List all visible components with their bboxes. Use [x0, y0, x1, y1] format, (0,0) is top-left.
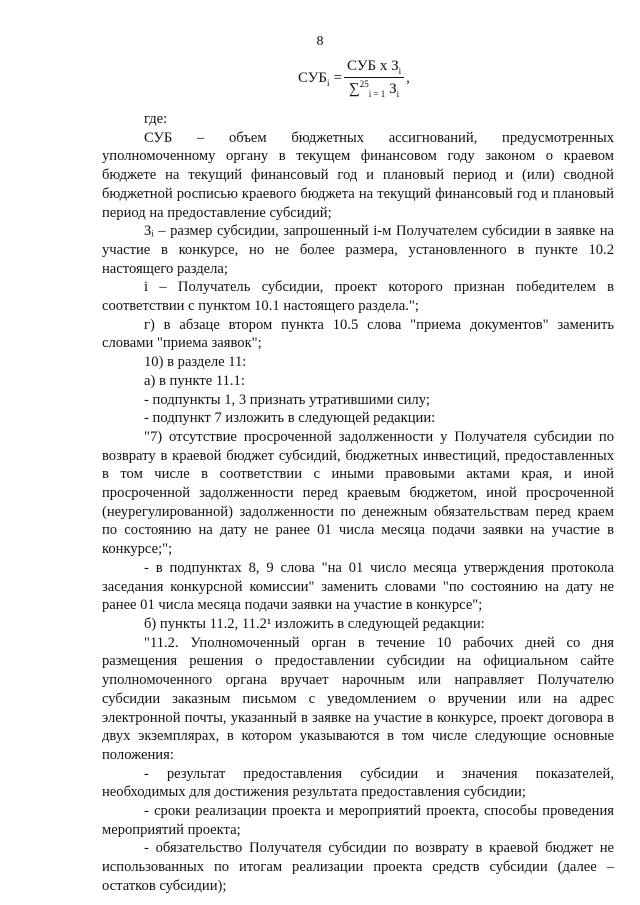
formula-equals: = [333, 70, 343, 86]
formula [298, 58, 410, 99]
paragraph-section-11: 10) в разделе 11: [144, 354, 247, 371]
formula-fraction [344, 58, 404, 99]
paragraph-subpoints-1-3: - подпункты 1, 3 признать утратившими силу; [144, 391, 430, 408]
paragraph-sub-definition: СУБ – объем бюджетных ассигнований, предусмотренных уполномоченному органу в текущем финансовом году законом о краевом бюджете на текущий финансовый год и плановый период и (или) сводной бюджетной росписью краевого бюджета на текущий финансовый год и плановый период на предоставление субсидий; [102, 129, 614, 221]
paragraph-bullet-obligation: - обязательство Получателя субсидии по возврату в краевой бюджет не использованных по итогам реализации проекта средств субсидии (далее – остатков субсидии); [102, 840, 614, 894]
paragraph-i-definition: i – Получатель субсидии, проект которого признан победителем в соответствии с пунктом 10.1 настоящего раздела."; [102, 279, 614, 315]
paragraph-subpoint-7-text: "7) отсутствие просроченной задолженности у Получателя субсидии по возврату в краевой бюджет субсидий, бюджетных инвестиций, предоставленных в том числе в соответствии с иными правовыми актами края, и иной просроченной задолженности перед краевым бюджетом, иной просроченной (неурегулированной) задолженности по денежным обязательствам перед краем по состоянию на дату не ранее 01 числа месяца подачи заявки на участие в конкурсе;"; [102, 428, 614, 558]
paragraph-amendment-g: г) в абзаце втором пункта 10.5 слова "приема документов" заменить словами "приема заявок"; [102, 316, 614, 352]
paragraph-bullet-result: - результат предоставления субсидии и значения показателей, необходимых для достижения результата предоставления субсидии; [102, 765, 614, 801]
paragraph-subpoint-7: - подпункт 7 изложить в следующей редакции: [144, 410, 436, 427]
formula-trailing: , [406, 70, 410, 86]
paragraph-point-11-1: а) в пункте 11.1: [144, 372, 245, 389]
paragraph-subpoints-8-9: - в подпунктах 8, 9 слова "на 01 число месяца утверждения протокола заседания конкурсной комиссии" заменить словами "по состоянию на дату не ранее 01 числа месяца подачи заявки на участие в конкурсе"; [102, 559, 614, 614]
formula-numerator: СУБ х $З_i$ [344, 58, 404, 78]
formula-denominator: ∑$^{25}_{i = 1}$ $З_i$ [349, 79, 400, 99]
page-number: 8 [316, 34, 324, 49]
document-body [102, 110, 614, 896]
formula-lhs: $СУБ_i$ [298, 69, 330, 88]
paragraph-bullet-terms: - сроки реализации проекта и мероприятий проекта, способы проведения мероприятий проекта; [102, 803, 614, 838]
paragraph-zi-definition: Зᵢ – размер субсидии, запрошенный i-м Получателем субсидии в заявке на участие в конкурсе, но не более размера, установленного в пункте 10.2 настоящего раздела; [102, 223, 614, 277]
paragraph-where: где: [144, 111, 168, 127]
paragraph-11-2-text: "11.2. Уполномоченный орган в течение 10 рабочих дней со дня размещения решения о предоставлении субсидии на официальном сайте уполномоченного органа вручает нарочным или направляет Получателю субсидии заказным письмом с уведомлением о вручении или на адрес электронной почты, указанный в заявке на участие в конкурсе, проект договора в двух экземплярах, в котором указываются в том числе следующие основные положения: [102, 634, 614, 763]
paragraph-points-11-2: б) пункты 11.2, 11.2¹ изложить в следующей редакции: [144, 615, 485, 632]
